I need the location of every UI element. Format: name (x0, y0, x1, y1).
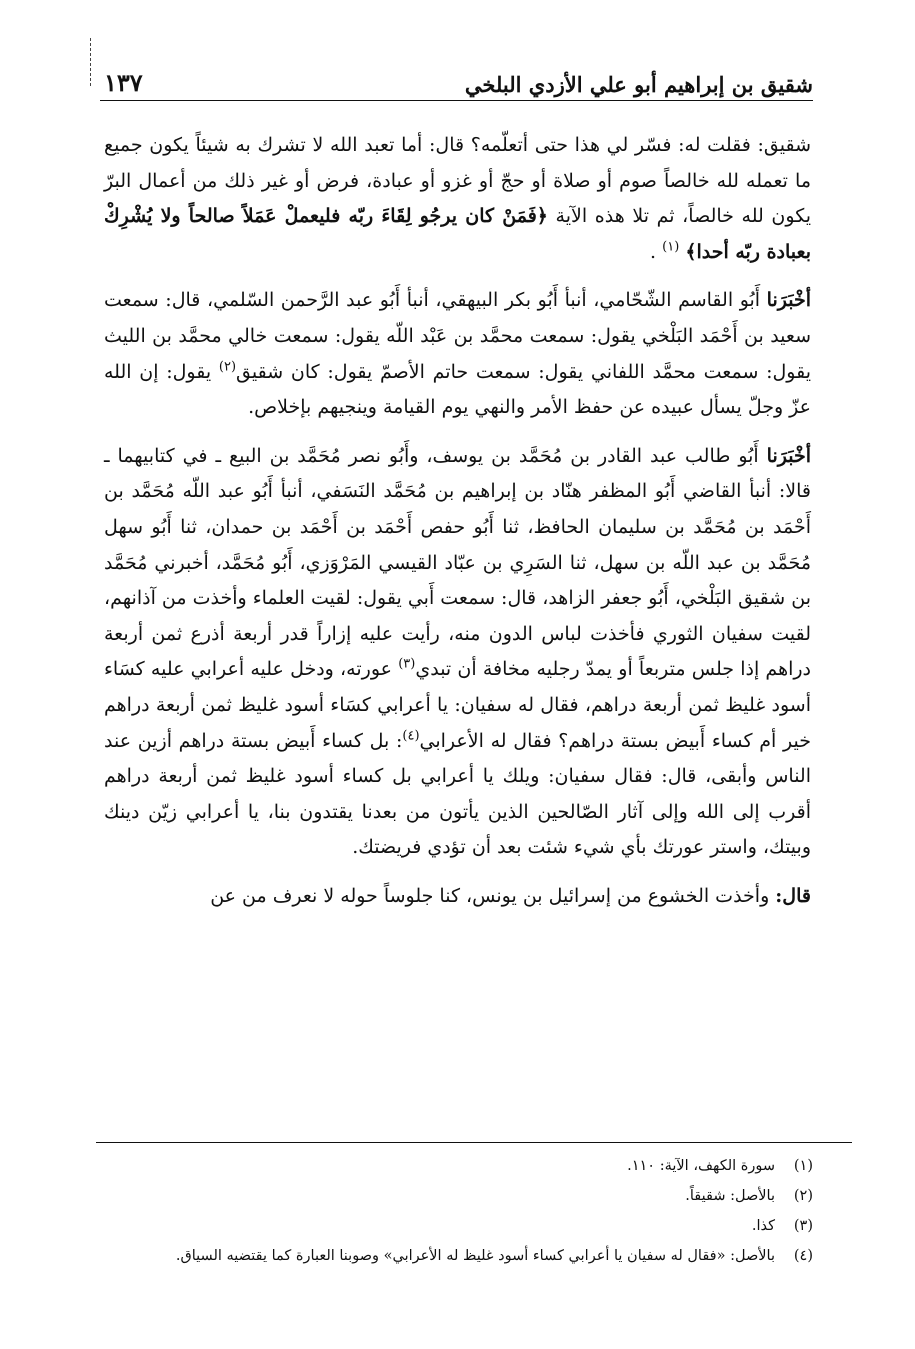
paragraph-lead: أخْبَرَنا (766, 289, 811, 312)
paragraph-1 (104, 128, 811, 270)
footnote-text: بالأصل: شقيقاً. (685, 1188, 775, 1204)
footnote-ref-4: (٤) (402, 728, 420, 744)
page-number: ١٣٧ (104, 68, 143, 97)
paragraph-text: وأخذت الخشوع من إسرائيل بن يونس، كنا جلوساً حوله لا نعرف من عن (210, 884, 770, 907)
paragraph-tail: يقول: إن الله عزّ وجلّ يسأل عبيده عن حفظ الأمر والنهي يوم القيامة وينجيهم بإخلاص. (104, 360, 811, 419)
footnote-ref-1: (١) (662, 239, 680, 255)
footnote-ref-3: (٣) (398, 656, 416, 672)
paragraph-text: شقيق: فقلت له: فسّر لي هذا حتى أتعلّمه؟ قال: أما تعبد الله لا تشرك به شيئاً يكون جميع ما تعمله لله خالصاً صوم أو صلاة أو حجّ أو غزو أو عبادة، فرض أو غير ذلك من أعمال البرّ يكون لله خالصاً، ثم تلا هذه الآية (104, 134, 811, 228)
paragraph-2 (104, 283, 811, 425)
paragraph-tail: عورته، ودخل عليه أعرابي عليه كسَاء أسود غليظ ثمن أربعة دراهم، فقال له سفيان: يا أعرابي كسَاء أسود غليظ ثمن أربعة دراهم خير أم كساء أَبيض بستة دراهم؟ فقال له الأعرابي (104, 658, 811, 752)
footnote-4 (100, 1241, 813, 1271)
paragraph-tail-2: : بل كساء أَبيض بستة دراهم أزين عند الناس وأبقى، قال: فقال سفيان: ويلك يا أعرابي بل كساء أسود غليظ ثمن أربعة دراهم أقرب إلى الله وإلى آثار الصّالحين الذين يأتون من بعدنا يقتدون بنا، يا أعرابي زيّن دينك وبيتك، واستر عورتك بأي شيء شئت بعد أن تؤدي فريضتك. (104, 729, 811, 859)
footnote-3 (100, 1211, 813, 1241)
footnote-number: (٤) (793, 1248, 813, 1264)
main-text (104, 128, 811, 914)
paragraph-text: أَبُو القاسم الشّحّامي، أنبأ أَبُو بكر البيهقي، أنبأ أَبُو عبد الرَّحمن السّلمي، قال: سمعت سعيد بن أَحْمَد البَلْخي يقول: سمعت محمَّد بن عَبْد اللّه يقول: سمعت خالي محمَّد بن الليث يقول: سمعت محمَّد اللفاني يقول: سمعت حاتم الأصمّ يقول: كان شقيق (104, 289, 812, 383)
paragraph-4 (104, 879, 811, 915)
paragraph-3 (104, 439, 811, 866)
footnote-2 (100, 1181, 813, 1211)
paragraph-lead: أخْبَرَنا (766, 444, 811, 467)
quran-verse: ﴿فَمَنْ كان يرجُو لِقَاءَ ربّه فليعملْ عَمَلاً صالحاً ولا يُشْرِكْ بعبادة ربّه أحدا﴾ (104, 205, 811, 263)
running-title: شقيق بن إبراهيم أبو علي الأزدي البلخي (464, 72, 813, 97)
scan-edge-mark (90, 38, 91, 86)
footnote-text: كذا. (751, 1218, 775, 1234)
footnote-number: (٢) (793, 1188, 813, 1204)
footnote-divider (96, 1142, 852, 1143)
footnote-text: بالأصل: «فقال له سفيان يا أعرابي كساء أسود غليظ له الأعرابي» وصوبنا العبارة كما يقتضيه السياق. (175, 1248, 775, 1264)
footnote-ref-2: (٢) (218, 359, 237, 375)
footnote-text: سورة الكهف، الآية: ١١٠. (627, 1158, 775, 1174)
footnote-number: (١) (793, 1158, 813, 1174)
footnote-number: (٣) (793, 1218, 813, 1234)
paragraph-lead: قال: (775, 884, 811, 907)
page-header (100, 60, 813, 101)
footnotes (100, 1151, 813, 1271)
footnote-1 (100, 1151, 813, 1181)
paragraph-tail: . (650, 240, 657, 263)
paragraph-text: أَبُو طالب عبد القادر بن مُحَمَّد بن يوسف، وأَبُو نصر مُحَمَّد بن البيع ـ في كتابيهما ـ قالا: أنبأ القاضي أَبُو المظفر هنّاد بن إبراهيم بن مُحَمَّد النَسَفي، أنبأ أَبُو عبد اللّه مُحَمَّد بن أَحْمَد بن مُحَمَّد بن سليمان الحافظ، ثنا أَبُو حفص أَحْمَد بن أَحْمَد بن حمدان، ثنا أَبُو سهل مُحَمَّد بن عبد اللّه بن سهل، ثنا السَرِي بن عبّاد القيسي المَرْوَزي، أَبُو مُحَمَّد، أخبرني مُحَمَّد بن شقيق البَلْخي، أَبُو جعفر الزاهد، قال: سمعت أَبي يقول: لقيت العلماء وأخذت من آذانهم، لقيت سفيان الثوري فأخذت لباس الدون منه، رأيت عليه إزاراً قدر أربعة أذرع ثمن أربعة دراهم إذا جلس متربعاً أو يمدّ رجليه مخافة أن تبدي (104, 444, 812, 681)
